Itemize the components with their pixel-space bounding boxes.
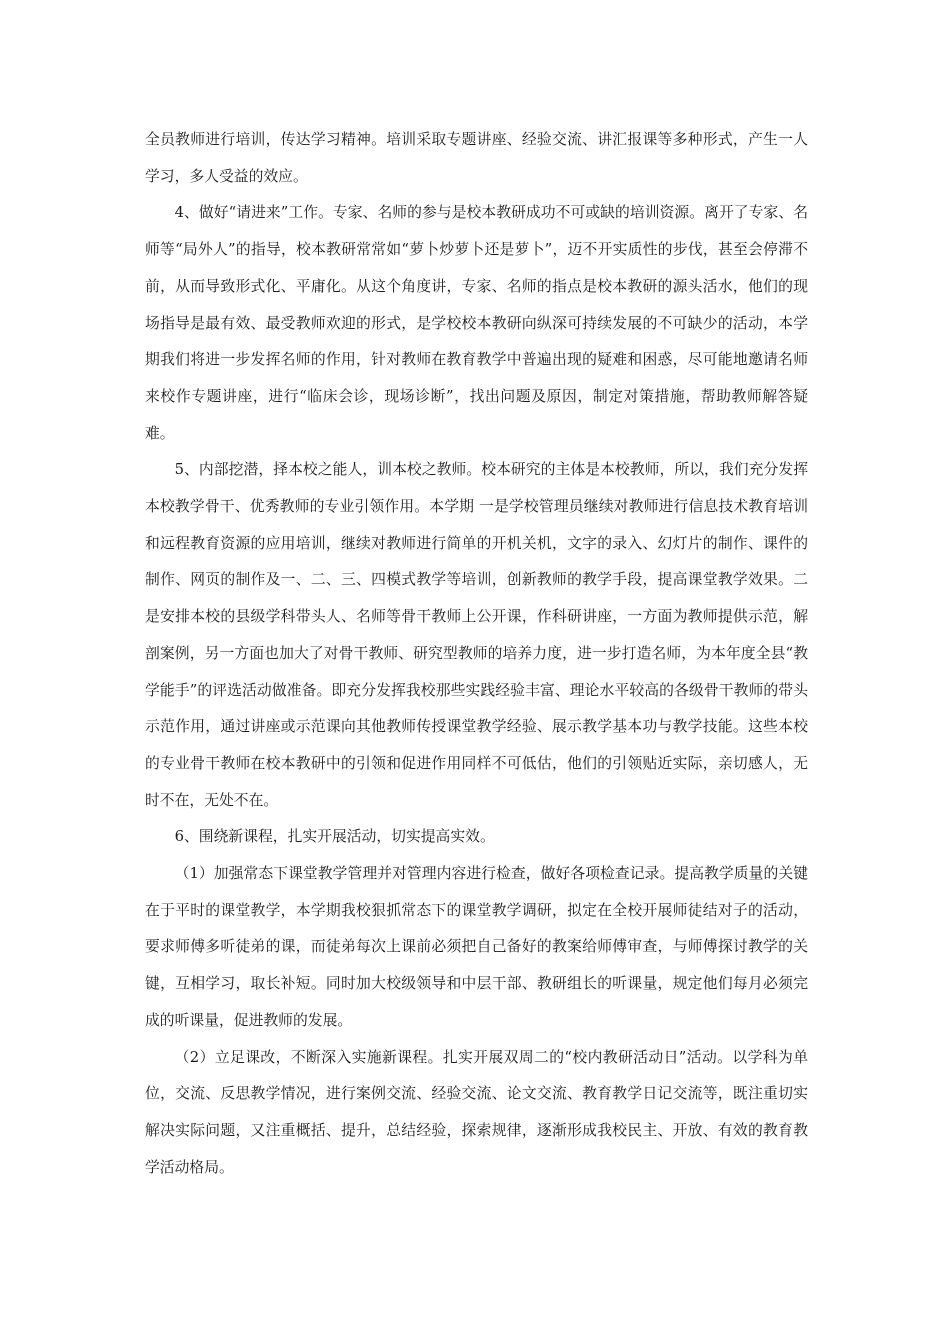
paragraph-item-6: 6、围绕新课程，扎实开展活动，切实提高实效。 — [174, 828, 495, 846]
paragraph-item-5: 5、内部挖潜，择本校之能人，训本校之教师。校本研究的主体是本校教师，所以，我们充分发挥本校教学骨干、优秀教师的专业引领作用。本学期 一是学校管理员继续对教师进行信息技术教育培训和远程教育资源的应用培训，继续对教师进行简单的开机关机，文字的录入、幻灯片的制作、课件的制作、网页的制作及一、二、三、四模式教学等培训，创新教师的教学手段，提高课堂教学效果。二是安排本校的县级学科带头人、名师等骨干教师上公开课，作科研讲座，一方面为教师提供示范，解剖案例，另一方面也加大了对骨干教师、研究型教师的培养力度，进一步打造名师，为本年度全县“教学能手”的评选活动做准备。即充分发挥我校那些实践经验丰富、理论水平较高的各级骨干教师的带头示范作用，通过讲座或示范课向其他教师传授课堂教学经验、展示教学基本功与教学技能。这些本校的专业骨干教师在校本教研中的引领和促进作用同样不可低估，他们的引领贴近实际，亲切感人，无时不在，无处不在。 — [145, 461, 808, 809]
paragraph-item-4: 4、做好“请进来”工作。专家、名师的参与是校本教研成功不可或缺的培训资源。离开了专家、名师等“局外人”的指导，校本教研常常如“萝卜炒萝卜还是萝卜”，迈不开实质性的步伐，甚至会停滞不前，从而导致形式化、平庸化。从这个角度讲，专家、名师的指点是校本教研的源头活水，他们的现场指导是最有效、最受教师欢迎的形式，是学校校本教研向纵深可持续发展的不可缺少的活动，本学期我们将进一步发挥名师的作用，针对教师在教育教学中普遍出现的疑难和困惑，尽可能地邀请名师来校作专题讲座，进行“临床会诊，现场诊断”，找出问题及原因，制定对策措施，帮助教师解答疑难。 — [145, 204, 808, 442]
paragraph-continuation: 全员教师进行培训，传达学习精神。培训采取专题讲座、经验交流、讲汇报课等多种形式，产生一人学习，多人受益的效应。 — [145, 131, 808, 185]
paragraph-subitem-1: （1）加强常态下课堂教学管理并对管理内容进行检查，做好各项检查记录。提高教学质量的关键在于平时的课堂教学，本学期我校狠抓常态下的课堂教学调研，拟定在全校开展师徒结对子的活动，要求师傅多听徒弟的课，而徒弟每次上课前必须把自己备好的教案给师傅审查，与师傅探讨教学的关键，互相学习，取长补短。同时加大校级领导和中层干部、教研组长的听课量，规定他们每月必须完成的听课量，促进教师的发展。 — [145, 865, 808, 1029]
document-body — [145, 122, 808, 1186]
paragraph-subitem-2: （2）立足课改，不断深入实施新课程。扎实开展双周二的“校内教研活动日”活动。以学科为单位，交流、反思教学情况，进行案例交流、经验交流、论文交流、教育教学日记交流等，既注重切实解决实际问题，又注重概括、提升，总结经验，探索规律，逐渐形成我校民主、开放、有效的教育教学活动格局。 — [145, 1048, 808, 1176]
